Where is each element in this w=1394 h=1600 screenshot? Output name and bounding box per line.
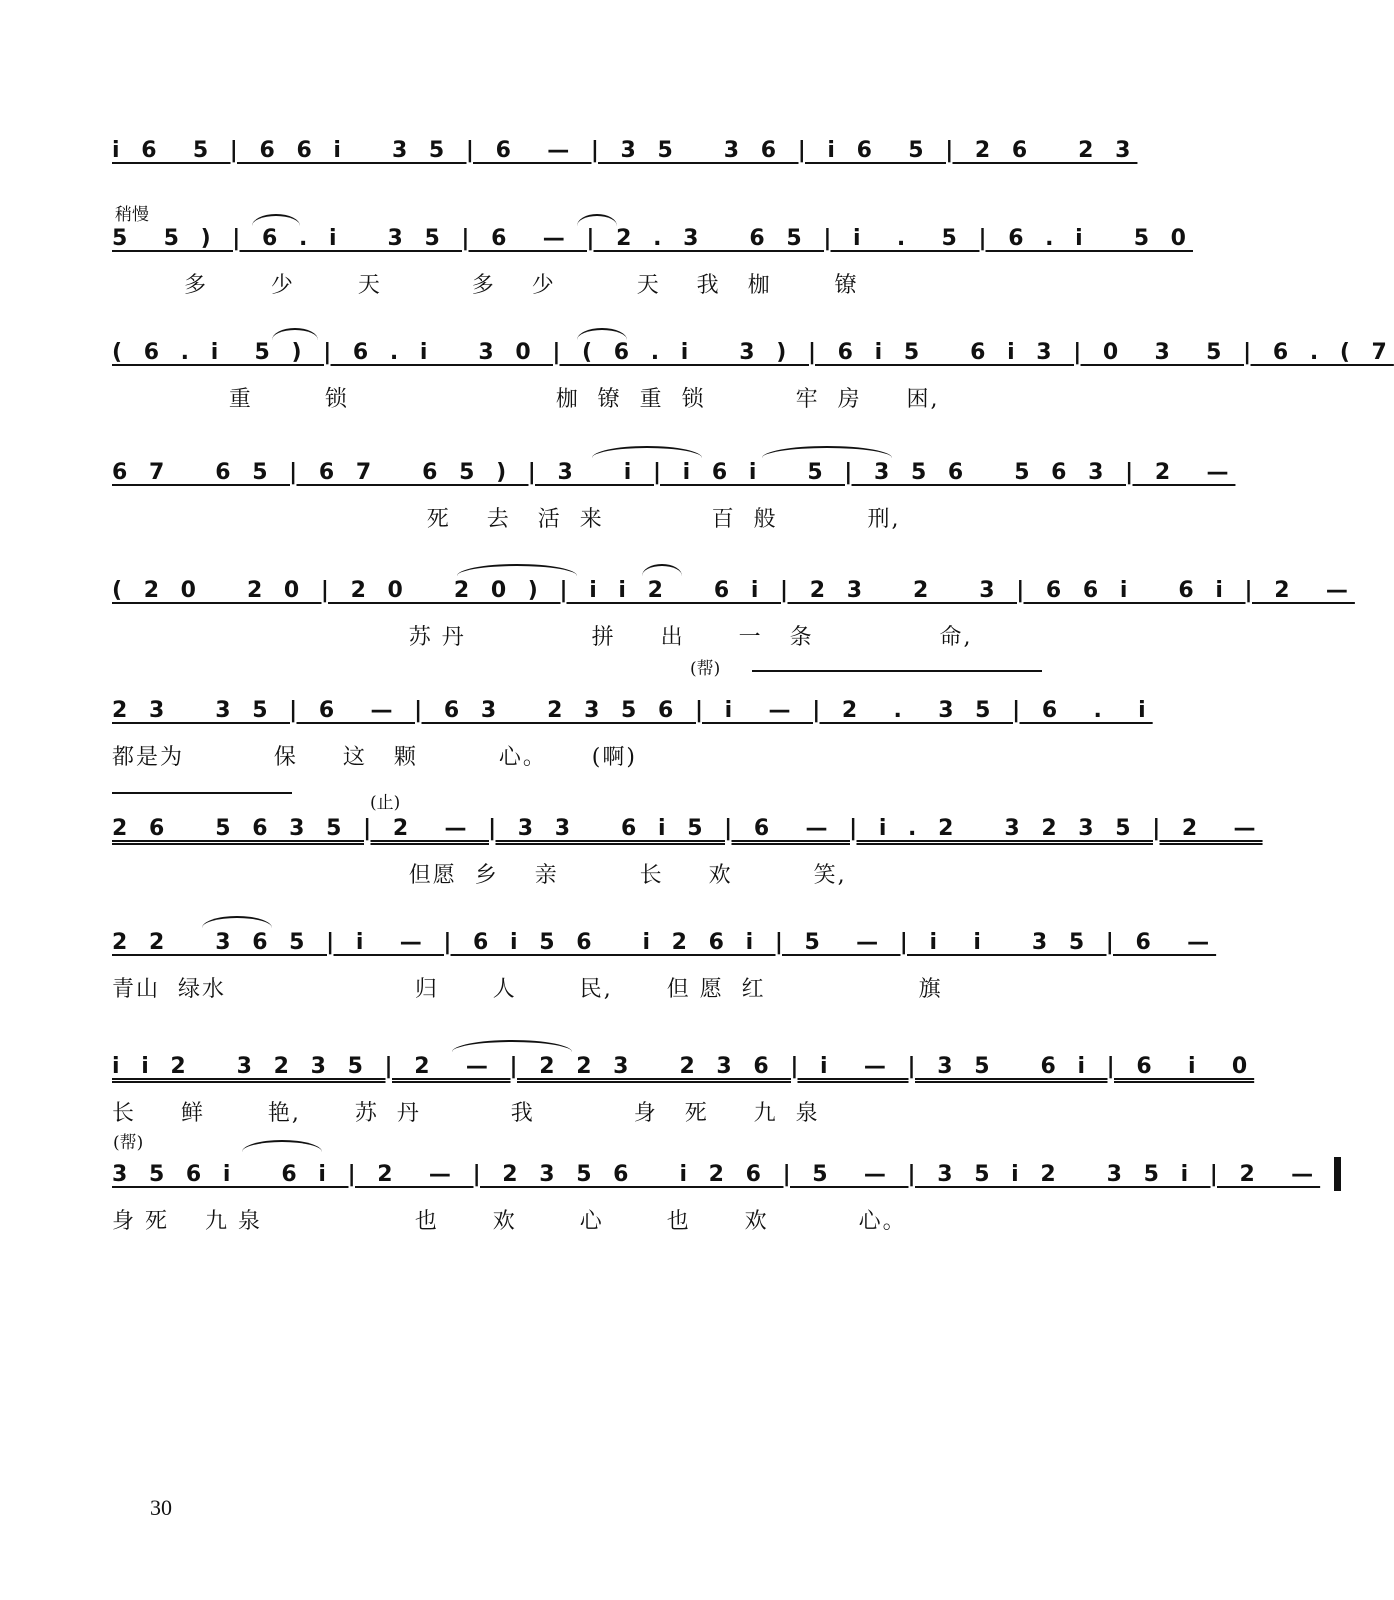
slur bbox=[752, 670, 1042, 672]
notation-line: i 6 5 | 6 6 i 3 5 | 6 — | 3 5 3 6 | i 6 5 | 2 6 2 3 bbox=[112, 137, 1138, 163]
notation-line: ( 6 . i 5 ) | 6 . i 3 0 | ( 6 . i 3 ) | 6 i 5 6 i 3 | 0 3 5 | 6 . ( 7 bbox=[112, 339, 1394, 365]
lyrics-line: 长 鲜 艳, 苏 丹 我 身 死 九 泉 bbox=[112, 1101, 820, 1126]
slur bbox=[242, 1140, 322, 1152]
notation-line: i i 2 3 2 3 5 | 2 — | 2 2 3 2 3 6 | i — | 3 5 6 i | 6 i 0 bbox=[112, 1053, 1255, 1079]
lyrics-line: 但愿 乡 亲 长 欢 笑, bbox=[112, 863, 847, 888]
notation-line: 2 2 3 6 5 | i — | 6 i 5 6 i 2 6 i | 5 — | i i 3 5 | 6 — bbox=[112, 929, 1217, 955]
help-mark: (帮) bbox=[690, 659, 721, 679]
lyrics-line: 多 少 天 多 少 天 我 枷 镣 bbox=[112, 273, 859, 298]
stop-mark: (止) bbox=[370, 793, 401, 813]
lyrics-line: 死 去 活 来 百 般 刑, bbox=[112, 507, 901, 532]
notation-line: 2 6 5 6 3 5 | 2 — | 3 3 6 i 5 | 6 — | i . 2 3 2 3 5 | 2 — bbox=[112, 815, 1263, 841]
tempo-mark: 稍慢 bbox=[115, 205, 149, 225]
lyrics-line: 青山 绿水 归 人 民, 但 愿 红 旗 bbox=[112, 977, 943, 1002]
lyrics-line: 重 锁 枷 镣 重 锁 牢 房 困, bbox=[112, 387, 940, 412]
lyrics-line: 都是为 保 这 颗 心。 (啊) bbox=[112, 745, 637, 770]
help-mark: (帮) bbox=[113, 1133, 144, 1153]
slur bbox=[112, 792, 292, 794]
lyrics-line: 苏 丹 拼 出 一 条 命, bbox=[112, 625, 973, 650]
final-barline bbox=[1334, 1157, 1341, 1191]
notation-line: 2 3 3 5 | 6 — | 6 3 2 3 5 6 | i — | 2 . 3 5 | 6 . i bbox=[112, 697, 1153, 723]
page-number: 30 bbox=[150, 1495, 172, 1520]
notation-line: 3 5 6 i 6 i | 2 — | 2 3 5 6 i 2 6 | 5 — | 3 5 i 2 3 5 i | 2 — bbox=[112, 1161, 1321, 1187]
lyrics-line: 身 死 九 泉 也 欢 心 也 欢 心。 bbox=[112, 1209, 907, 1234]
notation-line: 5 5 ) | 6 . i 3 5 | 6 — | 2 . 3 6 5 | i . 5 | 6 . i 5 0 bbox=[112, 225, 1193, 251]
notation-line: ( 2 0 2 0 | 2 0 2 0 ) | i i 2 6 i | 2 3 2 3 | 6 6 i 6 i | 2 — bbox=[112, 577, 1355, 603]
notation-line: 6 7 6 5 | 6 7 6 5 ) | 3 i | i 6 i 5 | 3 5 6 5 6 3 | 2 — bbox=[112, 459, 1236, 485]
